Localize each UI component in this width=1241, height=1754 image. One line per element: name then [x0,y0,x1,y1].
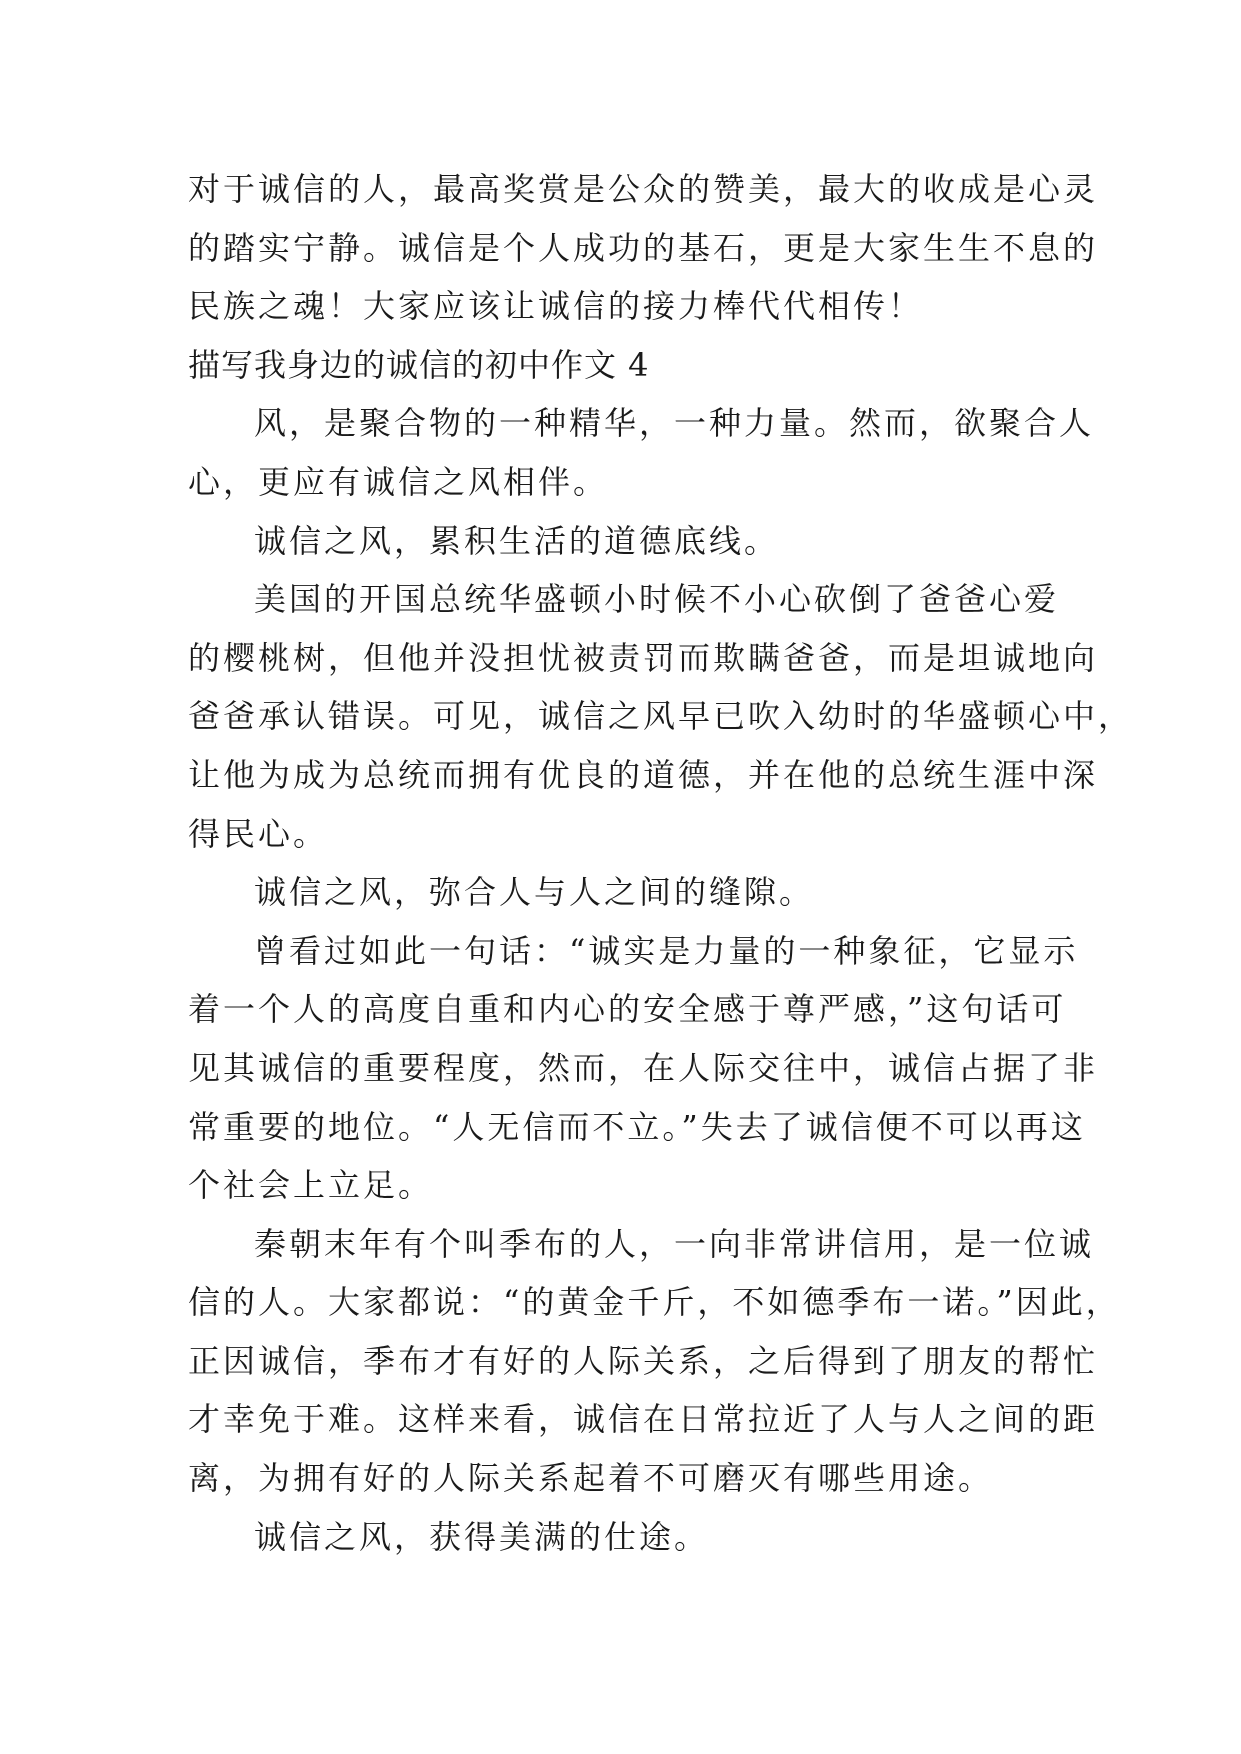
text-line: 得民心。 [188,814,329,853]
text-line: 秦朝末年有个叫季布的人，一向非常讲信用，是一位诚 [254,1224,1095,1263]
text-line: 信的人。大家都说：“的黄金千斤，不如德季布一诺。”因此， [188,1283,1121,1322]
text-line: 的樱桃树，但他并没担忧被责罚而欺瞒爸爸，而是坦诚地向 [188,638,1099,677]
text-line: 爸爸承认错误。可见，诚信之风早已吹入幼时的华盛顿心中， [188,697,1134,736]
text-line: 诚信之风，弥合人与人之间的缝隙。 [254,873,815,912]
text-line: 离，为拥有好的人际关系起着不可磨灭有哪些用途。 [188,1459,994,1498]
text-line: 常重要的地位。“人无信而不立。”失去了诚信便不可以再这 [188,1107,1086,1146]
text-line: 诚信之风，累积生活的道德底线。 [254,521,780,560]
text-line: 民族之魂！大家应该让诚信的接力棒代代相传！ [188,287,924,326]
text-line: 的踏实宁静。诚信是个人成功的基石，更是大家生生不息的 [188,228,1099,267]
text-line: 正因诚信，季布才有好的人际关系，之后得到了朋友的帮忙 [188,1341,1099,1380]
text-line: 曾看过如此一句话：“诚实是力量的一种象征，它显示 [254,931,1079,970]
text-line: 美国的开国总统华盛顿小时候不小心砍倒了爸爸心爱 [254,580,1060,619]
text-line: 才幸免于难。这样来看，诚信在日常拉近了人与人之间的距 [188,1400,1099,1439]
document-body [188,160,1134,1566]
text-line: 着一个人的高度自重和内心的安全感于尊严感，”这句话可 [188,990,1067,1029]
text-line: 风，是聚合物的一种精华，一种力量。然而，欲聚合人 [254,404,1095,443]
text-line: 对于诚信的人，最高奖赏是公众的赞美，最大的收成是心灵 [188,170,1099,208]
text-line: 心，更应有诚信之风相伴。 [188,462,609,501]
text-line: 个社会上立足。 [188,1166,434,1205]
section-heading: 描写我身边的诚信的初中作文 4 [188,345,650,384]
text-line: 见其诚信的重要程度，然而，在人际交往中，诚信占据了非 [188,1048,1099,1087]
text-line: 诚信之风，获得美满的仕途。 [254,1517,710,1556]
text-line: 让他为成为总统而拥有优良的道德，并在他的总统生涯中深 [188,755,1099,794]
